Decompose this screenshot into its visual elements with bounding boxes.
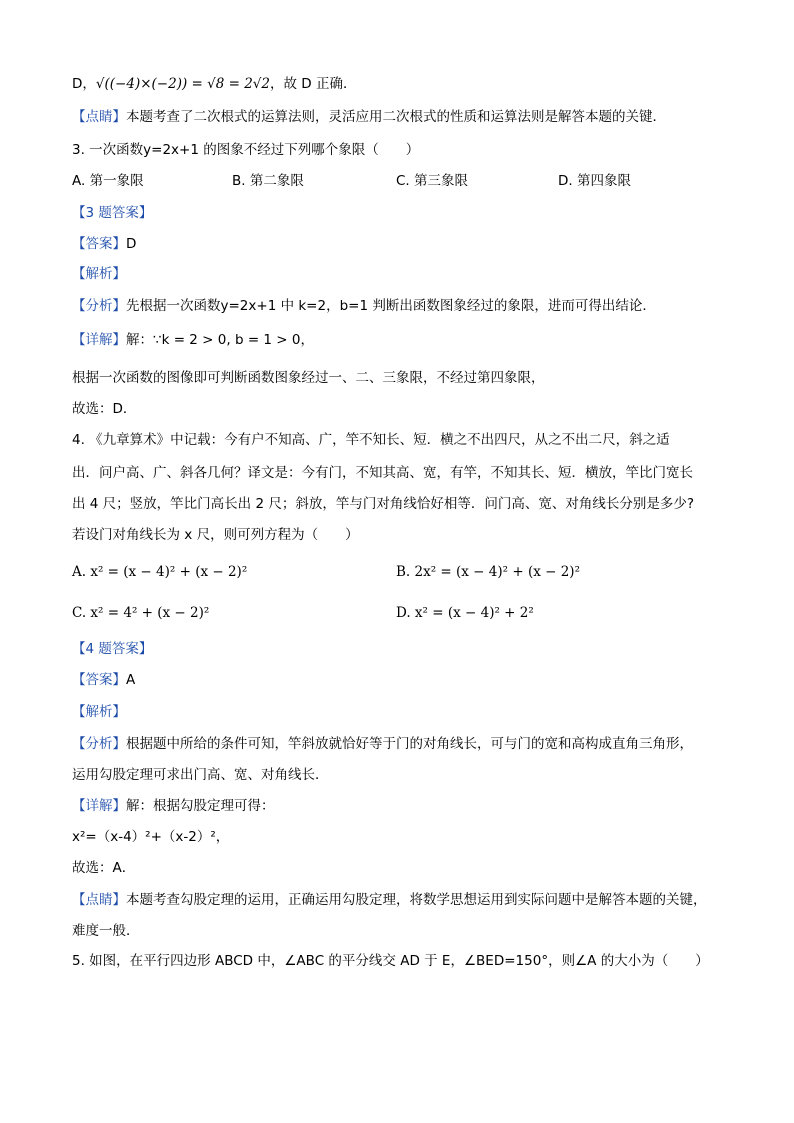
question-4-stem-1: 4. 《九章算术》中记载：今有户不知高、广，竿不知长、短．横之不出四尺，从之不出二尺，斜之适 (72, 432, 670, 448)
q3-analysis-tag: 【解析】 (72, 266, 126, 282)
question-5-stem: 5. 如图，在平行四边形 ABCD 中，∠ABC 的平分线交 AD 于 E，∠BED=150°，则∠A 的大小为（ ） (72, 953, 709, 969)
q4-answer: 【答案】A (72, 672, 136, 688)
q4-xiangjie: 【详解】解：根据勾股定理可得： (72, 798, 275, 814)
q4-equation: x²=（x-4）²+（x-2）²， (72, 829, 230, 845)
q4-dianjing: 【点睛】本题考查勾股定理的运用，正确运用勾股定理，将数学思想运用到实际问题中是解答本题的关键， (72, 892, 707, 908)
question-4-stem-4: 若设门对角线长为 x 尺，则可列方程为（ ） (72, 527, 359, 543)
q3-option-b: B. 第二象限 (232, 173, 304, 189)
q3-explanation: 根据一次函数的图像即可判断函数图象经过一、二、三象限，不经过第四象限， (72, 370, 545, 386)
q4-option-b: B. 2x² = (x − 4)² + (x − 2)² (396, 564, 580, 580)
q3-fenxi: 【分析】先根据一次函数y=2x+1 中 k=2，b=1 判断出函数图象经过的象限，进而可得出结论． (72, 298, 656, 314)
q3-answer: 【答案】D (72, 236, 137, 252)
q4-option-c: C. x² = 4² + (x − 2)² (72, 605, 210, 621)
question-4-stem-3: 出 4 尺；竖放，竿比门高长出 2 尺；斜放，竿与门对角线恰好相等．问门高、宽、对角线长分别是多少? (72, 496, 695, 512)
q4-option-d: D. x² = (x − 4)² + 2² (396, 605, 534, 621)
q3-answer-tag: 【3 题答案】 (72, 205, 153, 221)
q4-option-a: A. x² = (x − 4)² + (x − 2)² (72, 564, 248, 580)
q4-fenxi-2: 运用勾股定理可求出门高、宽、对角线长． (72, 767, 329, 783)
dianjing-line: 【点睛】本题考查了二次根式的运算法则，灵活应用二次根式的性质和运算法则是解答本题的关键． (72, 109, 666, 125)
q4-fenxi: 【分析】根据题中所给的条件可知，竿斜放就恰好等于门的对角线长，可与门的宽和高构成直角三角形， (72, 736, 693, 752)
question-3-stem: 3. 一次函数y=2x+1 的图象不经过下列哪个象限（ ） (72, 142, 420, 158)
q4-answer-tag: 【4 题答案】 (72, 641, 153, 657)
radical-expression: √((−4)×(−2)) = √8 = 2√2 (95, 76, 270, 92)
q3-option-a: A. 第一象限 (72, 173, 144, 189)
q4-dianjing-2: 难度一般． (72, 923, 140, 939)
q4-analysis-tag: 【解析】 (72, 704, 126, 720)
q3-option-c: C. 第三象限 (396, 173, 469, 189)
q3-xiangjie: 【详解】解：∵k = 2 > 0, b = 1 > 0， (72, 332, 314, 348)
q4-choose: 故选：A． (72, 860, 136, 876)
dianjing-tag: 【点睛】 (72, 109, 126, 125)
q3-option-d: D. 第四象限 (558, 173, 631, 189)
q3-choose: 故选：D． (72, 401, 137, 417)
solution-line-d: D，√((−4)×(−2)) = √8 = 2√2，故 D 正确． (72, 76, 357, 92)
question-4-stem-2: 出．问户高、广、斜各几何？译文是：今有门，不知其高、宽，有竿，不知其长、短．横放，竿比门宽长 (72, 465, 693, 481)
